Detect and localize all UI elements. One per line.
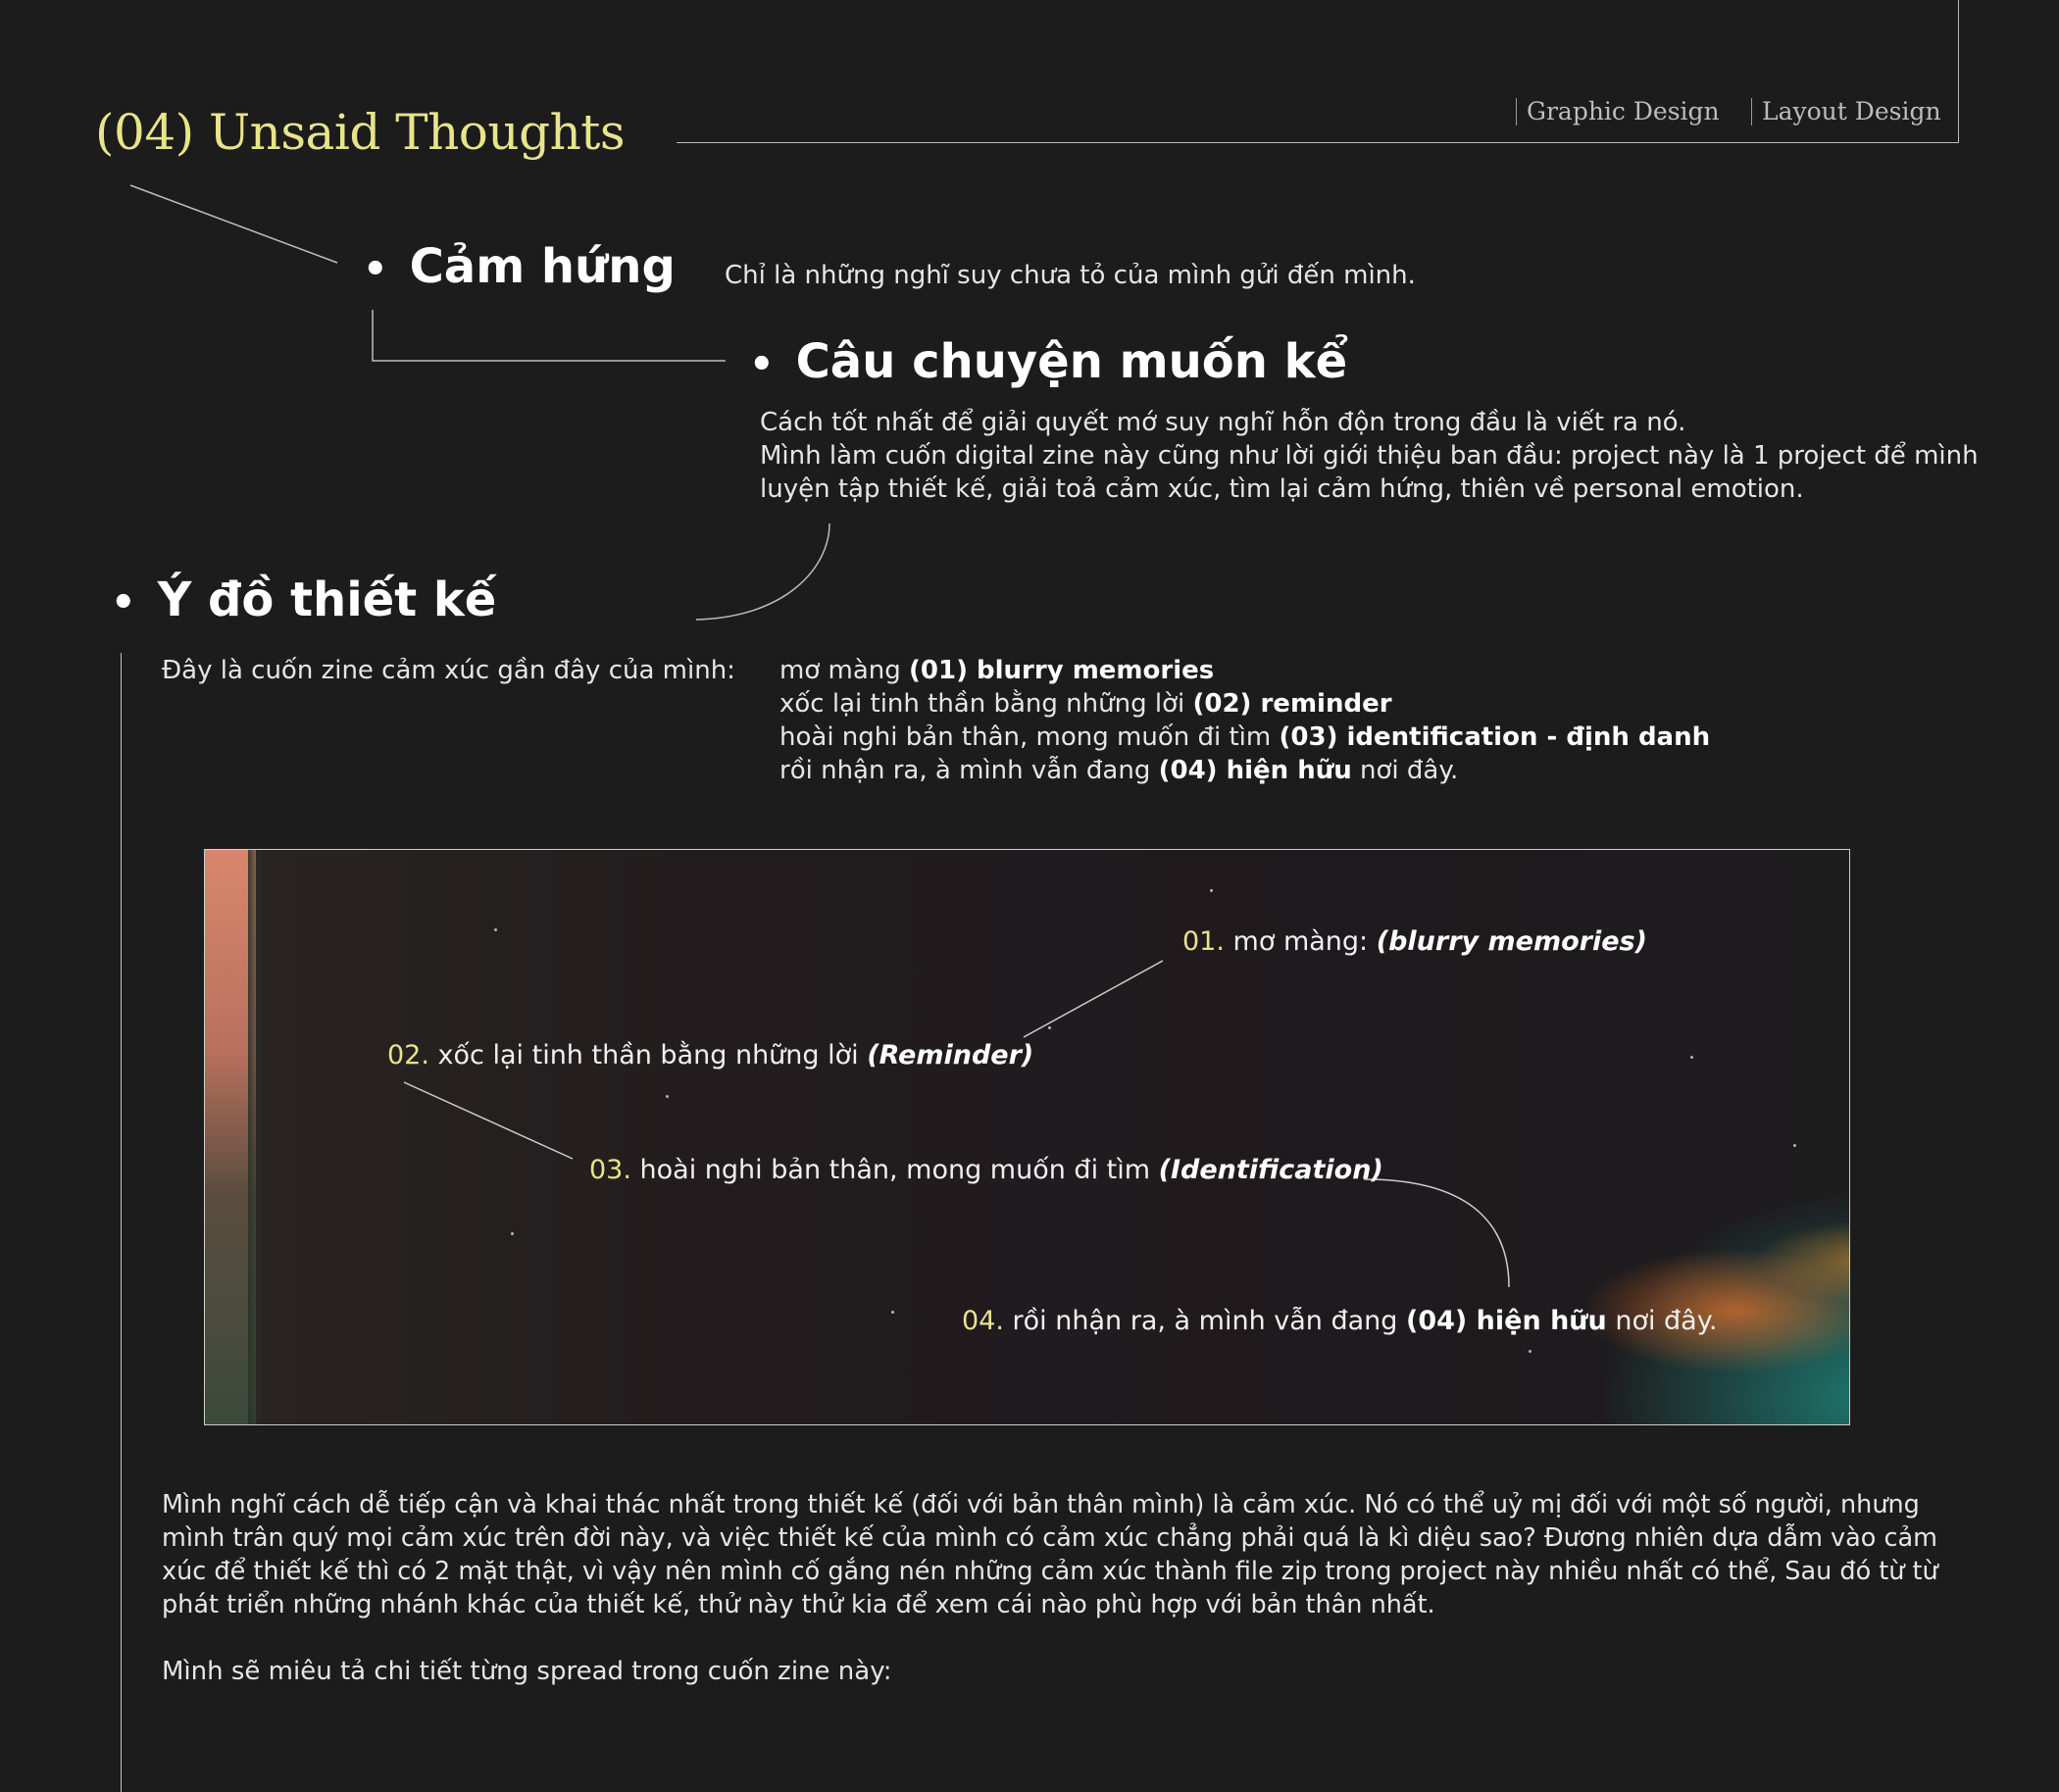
annotation-03: 03. hoài nghi bản thân, mong muốn đi tìm (Identification): [589, 1155, 1383, 1185]
design-intro: Đây là cuốn zine cảm xúc gần đây của mình:: [162, 656, 735, 685]
inspiration-heading: [363, 239, 676, 294]
inspiration-heading-text: Cảm hứng: [409, 239, 676, 294]
footer-line: xúc để thiết kế thì có 2 mặt thật, vì vậy nên mình cố gắng nén những cảm xúc thành file zip trong project này nhiều nhất có thể, Sau đó từ từ: [162, 1557, 1938, 1586]
design-item: mơ màng (01) blurry memories: [779, 656, 1215, 685]
design-item: hoài nghi bản thân, mong muốn đi tìm (03) identification - định danh: [779, 722, 1711, 752]
footer-line: Mình nghĩ cách dễ tiếp cận và khai thác nhất trong thiết kế (đối với bản thân mình) là cảm xúc. Nó có thể uỷ mị đối với một số người, nhưng: [162, 1490, 1920, 1519]
story-line: luyện tập thiết kế, giải toả cảm xúc, tìm lại cảm hứng, thiên về personal emotion.: [760, 474, 1804, 504]
story-heading: [749, 334, 1347, 389]
tag-graphic-design: Graphic Design: [1516, 98, 1720, 125]
design-item: rồi nhận ra, à mình vẫn đang (04) hiện hữu nơi đây.: [779, 756, 1459, 785]
bullet-icon: •: [749, 342, 775, 387]
footer-closing: Mình sẽ miêu tả chi tiết từng spread trong cuốn zine này:: [162, 1657, 892, 1686]
design-heading: [111, 572, 496, 627]
inspiration-text: Chỉ là những nghĩ suy chưa tỏ của mình gửi đến mình.: [725, 261, 1416, 290]
tag-layout-design: Layout Design: [1751, 98, 1941, 125]
zine-photo: [204, 849, 1850, 1425]
design-list: [779, 654, 1710, 787]
design-item: xốc lại tinh thần bằng những lời (02) reminder: [779, 689, 1392, 719]
story-heading-text: Câu chuyện muốn kể: [795, 334, 1348, 389]
story-body: [760, 406, 1979, 506]
footer-line: mình trân quý mọi cảm xúc trên đời này, và việc thiết kế của mình có cảm xúc chẳng phải quá là kì diệu sao? Đương nhiên dựa dẫm vào cảm: [162, 1523, 1937, 1553]
story-line: Mình làm cuốn digital zine này cũng như lời giới thiệu ban đầu: project này là 1 project để mình: [760, 441, 1979, 471]
footer-line: phát triển những nhánh khác của thiết kế, thử này thử kia để xem cái nào phù hợp với bản thân nhất.: [162, 1590, 1435, 1619]
bullet-icon: •: [363, 247, 388, 292]
annotation-01: 01. mơ màng: (blurry memories): [1182, 926, 1647, 957]
page-title: (04) Unsaid Thoughts: [95, 104, 626, 161]
design-heading-text: Ý đồ thiết kế: [157, 572, 497, 627]
story-line: Cách tốt nhất để giải quyết mớ suy nghĩ hỗn độn trong đầu là viết ra nó.: [760, 408, 1686, 437]
footer-paragraph: [162, 1488, 1938, 1621]
annotation-02: 02. xốc lại tinh thần bằng những lời (Reminder): [387, 1040, 1034, 1070]
annotation-04: 04. rồi nhận ra, à mình vẫn đang (04) hiện hữu nơi đây.: [962, 1306, 1718, 1336]
bullet-icon: •: [111, 580, 136, 625]
